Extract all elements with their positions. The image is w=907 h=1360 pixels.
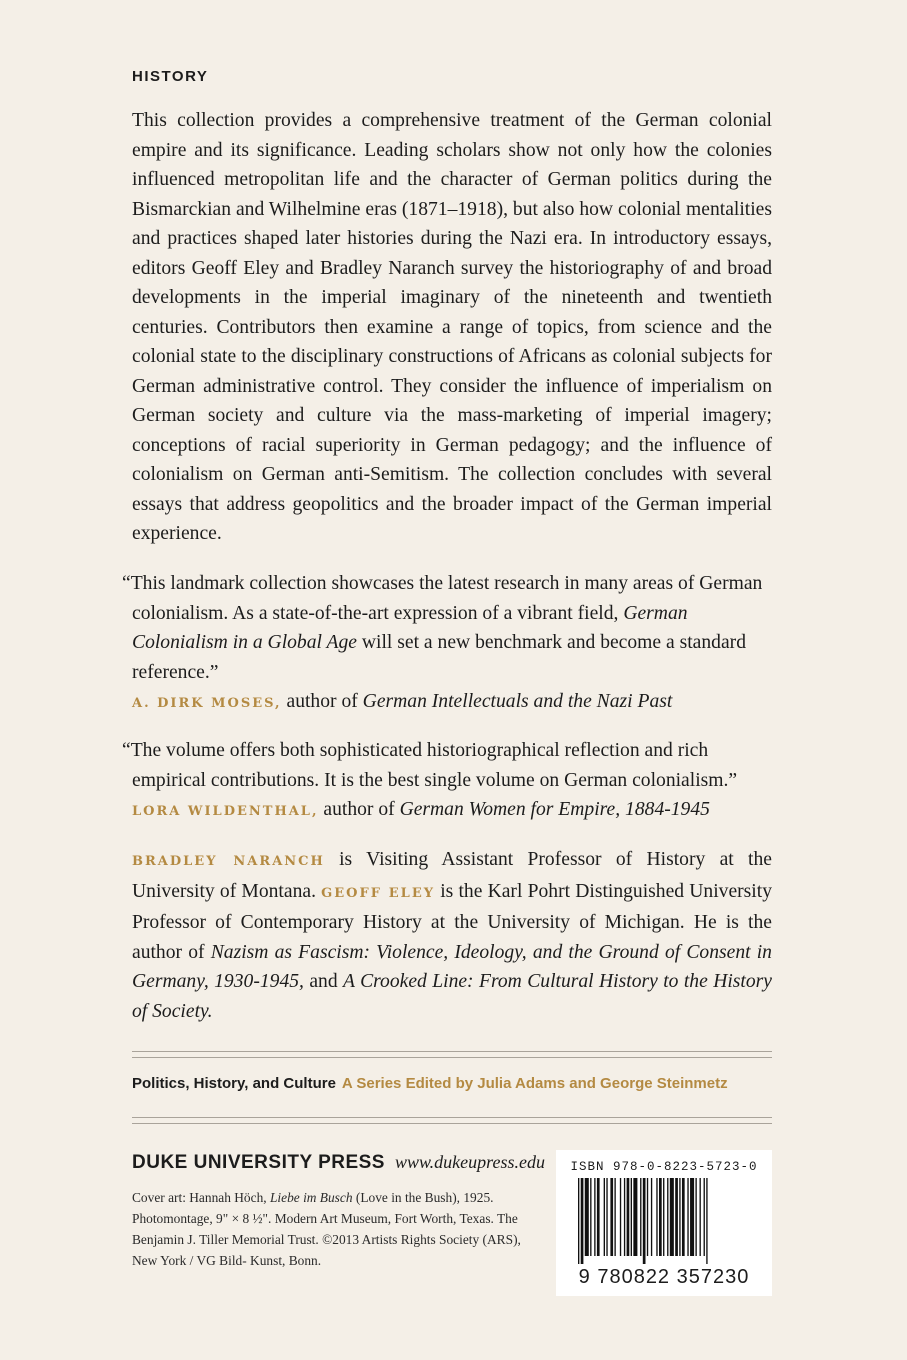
publisher-url: www.dukeupress.edu	[394, 1152, 545, 1172]
publisher-name: DUKE UNIVERSITY PRESS	[132, 1152, 385, 1173]
blurb-1	[122, 569, 772, 719]
editors-bio: BRADLEY NARANCH is Visiting Assistant Professor of History at the University of Montana. GEOFF ELEY is the Karl Pohrt Distinguished University Professor of Contemporary History at the University of Michigan. He is the author of Nazism as Fascism: Violence, Ideology, and the Ground of Consent in Germany, 1930-1945, and A Crooked Line: From Cultural History to the History of Society.	[132, 849, 772, 1022]
barcode-bar	[704, 1178, 705, 1256]
barcode-bar	[663, 1178, 664, 1256]
barcode-bar	[700, 1178, 701, 1256]
barcode-bar	[656, 1178, 657, 1256]
barcode-bar	[606, 1178, 607, 1256]
barcode-bar	[667, 1178, 668, 1256]
barcode-bar	[651, 1178, 652, 1256]
barcode-bar	[659, 1178, 662, 1256]
blurb-2	[122, 736, 772, 827]
blurb-2-text: “The volume offers both sophisticated historiographical reflection and rich empirical contributions. It is the best single volume on German colonialism.”	[122, 740, 738, 791]
barcode-bar	[695, 1178, 696, 1256]
blurb-1-attribution: A. DIRK MOSES, author of German Intellectuals and the Nazi Past	[132, 691, 673, 712]
barcode-bar	[643, 1178, 646, 1264]
barcode-bar	[594, 1178, 595, 1256]
barcode-bar	[590, 1178, 591, 1256]
divider-top	[132, 1051, 772, 1058]
blurb-2-author: LORA WILDENTHAL,	[132, 804, 319, 819]
barcode-bar	[597, 1178, 600, 1256]
barcode-icon	[578, 1178, 750, 1264]
cover-art-credit: Cover art: Hannah Höch, Liebe im Busch (Love in the Bush), 1925. Photomontage, 9" × 8 ½". Modern Art Museum, Fort Worth, Texas. The Benjamin J. Tiller Memorial Trust. ©2013 Artists Rights Society (ARS), New York / VG Bild- Kunst, Bonn.	[132, 1190, 521, 1268]
publisher-line	[132, 1152, 545, 1174]
barcode-bar	[687, 1178, 688, 1256]
series-name: Politics, History, and Culture	[132, 1075, 336, 1092]
barcode-bar	[585, 1178, 589, 1256]
blurb-1-author: A. DIRK MOSES,	[132, 696, 282, 711]
barcode-bar	[633, 1178, 637, 1256]
barcode-bar	[706, 1178, 707, 1264]
blurb-2-attribution: LORA WILDENTHAL, author of German Women for Empire, 1884-1945	[132, 799, 710, 820]
editor-2-name: GEOFF ELEY	[321, 885, 436, 901]
series-editors: A Series Edited by Julia Adams and George Steinmetz	[341, 1075, 728, 1092]
barcode-bar	[624, 1178, 625, 1256]
barcode-bar	[620, 1178, 621, 1256]
blurb-1-text: “This landmark collection showcases the latest research in many areas of German colonialism. As a state-of-the-art expression of a vibrant field, German Colonialism in a Global Age will set a new benchmark and become a standard reference.”	[122, 573, 763, 683]
book-description: This collection provides a comprehensive treatment of the German colonial empire and its significance. Leading scholars show not only how the colonies influenced metropolitan life and the character of German politics during the Bismarckian and Wilhelmine eras (1871–1918), but also how colonial mentalities and practices shaped later histories during the Nazi era. In introductory essays, editors Geoff Eley and Bradley Naranch survey the historiography of and broad developments in the imperial imaginary of the nineteenth and twentieth centuries. Contributors then examine a range of topics, from science and the colonial state to the disciplinary constructions of Africans as colonial subjects for German administrative control. They consider the influence of imperialism on German society and culture via the mass-marketing of imperial imagery; conceptions of racial superiority in German pedagogy; and the influence of colonialism on German anti-Semitism. The collection concludes with several essays that address geopolitics and the broader impact of the German imperial experience.	[132, 110, 772, 544]
barcode-bar	[631, 1178, 632, 1256]
barcode-number: 9 780822 357230	[578, 1266, 750, 1288]
barcode-bar	[578, 1178, 579, 1264]
isbn-label: ISBN 978-0-8223-5723-0	[570, 1160, 758, 1174]
barcode-bar	[647, 1178, 648, 1256]
barcode-bar	[627, 1178, 630, 1256]
barcode-bar	[610, 1178, 613, 1256]
editor-1-name: BRADLEY NARANCH	[132, 854, 325, 869]
barcode-bar	[682, 1178, 685, 1256]
barcode-bar	[690, 1178, 694, 1256]
barcode-bar	[640, 1178, 641, 1256]
barcode-bar	[581, 1178, 584, 1264]
category-label: HISTORY	[132, 68, 209, 85]
divider-bottom	[132, 1117, 772, 1124]
barcode-bar	[614, 1178, 615, 1256]
barcode-bar	[675, 1178, 678, 1256]
isbn-barcode	[556, 1150, 772, 1296]
barcode-bar	[604, 1178, 605, 1256]
barcode-bar	[679, 1178, 680, 1256]
series-line	[132, 1075, 728, 1092]
barcode-bar	[670, 1178, 674, 1256]
